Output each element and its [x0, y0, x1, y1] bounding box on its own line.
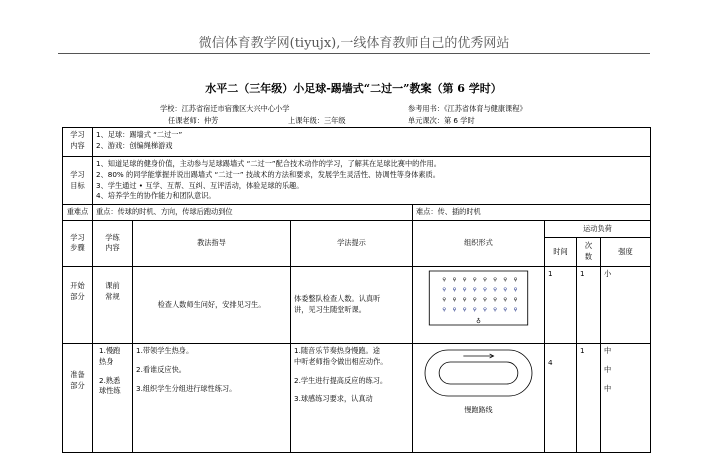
content-line: 1、足球：踢墙式 “二过一”	[96, 130, 183, 139]
student-marker: ♀	[503, 297, 508, 303]
key-point-text: 重点：传球的时机、方向，传球后跑动到位	[93, 205, 413, 221]
student-marker: ♀	[472, 277, 477, 283]
content-cell: 1.慢跑 热身 2.熟悉 球性练	[93, 343, 133, 452]
col-content-header: 学练 内容	[93, 220, 133, 266]
key-points-row	[63, 205, 651, 221]
student-marker: ♀	[482, 307, 487, 313]
student-marker: ♀	[442, 277, 447, 283]
step-cell: 开始 部分	[63, 266, 93, 343]
table-row	[63, 266, 651, 343]
formation-cell	[413, 343, 545, 452]
formation-cell	[413, 266, 545, 343]
student-marker: ♀	[482, 287, 487, 293]
student-marker: ♀	[472, 287, 477, 293]
student-marker: ♀	[493, 287, 498, 293]
student-marker: ♀	[482, 277, 487, 283]
header-divider	[58, 53, 650, 54]
student-marker: ♀	[493, 297, 498, 303]
col-guidance-header: 教法指导	[133, 220, 291, 266]
content-line: 2、游戏：创编绳梯游戏	[96, 140, 173, 150]
teacher-marker: ♁	[476, 318, 481, 325]
method-cell: 体委整队检查人数。认真听 讲，见习生随堂听课。	[291, 266, 413, 343]
goal-line: 2、80% 的同学能掌握并说出踢墙式 “二过一” 技战术的方法和要求，发展学生灵活性、协调性等身体素质。	[96, 169, 440, 179]
col-load-header: 运动负荷	[545, 220, 651, 237]
col-time-header: 时间	[545, 237, 577, 266]
lesson-plan-table	[62, 127, 651, 453]
count-cell: 1	[577, 266, 601, 343]
site-header: 微信体育教学网(tiyujx),一线体育教师自己的优秀网站	[198, 36, 510, 51]
goal-line: 4、培养学生的协作能力和团队意识。	[96, 191, 216, 201]
student-marker: ♀	[503, 287, 508, 293]
meta-teacher: 任课老师：仲芳	[168, 116, 219, 125]
goal-line: 1、知道足球的健身价值，主动参与足球踢墙式 “二过一”配合技术动作的学习，了解其在足球比赛中的作用。	[96, 159, 441, 168]
formation-diagram	[425, 269, 532, 327]
student-marker: ♀	[513, 297, 518, 303]
time-cell: 1	[545, 266, 577, 343]
meta-reference: 参考用书：《江苏省体育与健康课程》	[408, 104, 527, 113]
step-cell: 准备 部分	[63, 343, 93, 452]
meta-grade: 上课年级：三年级	[288, 116, 346, 125]
student-marker: ♀	[462, 297, 467, 303]
goals-label: 学习 目标	[63, 157, 93, 205]
lesson-title: 水平二（三年级）小足球-踢墙式“二过一”教案（第 6 学时）	[205, 82, 502, 95]
intensity-cell: 小	[601, 266, 651, 343]
student-marker: ♀	[442, 287, 447, 293]
guidance-cell: 检查人数师生问好，安排见习生。	[133, 266, 291, 343]
content-text	[93, 128, 651, 157]
student-marker: ♀	[462, 307, 467, 313]
goals-row	[63, 157, 651, 205]
student-marker: ♀	[482, 297, 487, 303]
time-cell: 4	[545, 343, 577, 452]
student-marker: ♀	[472, 297, 477, 303]
col-intensity-header: 强度	[601, 237, 651, 266]
student-marker: ♀	[503, 277, 508, 283]
student-marker: ♀	[452, 297, 457, 303]
content-cell: 课前 常规	[93, 266, 133, 343]
student-marker: ♀	[503, 307, 508, 313]
student-marker: ♀	[513, 287, 518, 293]
goals-text	[93, 157, 651, 205]
student-marker: ♀	[513, 307, 518, 313]
column-header-row	[63, 220, 651, 237]
key-points-label: 重难点	[63, 205, 93, 221]
student-marker: ♀	[452, 287, 457, 293]
student-marker: ♀	[442, 297, 447, 303]
student-marker: ♀	[493, 277, 498, 283]
table-row	[63, 343, 651, 452]
meta-unit: 单元课次：第 6 学时	[408, 116, 475, 125]
difficult-point-text: 难点：传、插的时机	[413, 205, 651, 221]
content-label: 学习 内容	[63, 128, 93, 157]
student-marker: ♀	[513, 277, 518, 283]
col-step-header: 学习 步骤	[63, 220, 93, 266]
col-method-header: 学法提示	[291, 220, 413, 266]
student-marker: ♀	[452, 307, 457, 313]
outer-track	[425, 350, 532, 396]
student-formation	[442, 277, 517, 325]
col-count-header: 次 数	[577, 237, 601, 266]
inner-track	[439, 362, 518, 384]
student-marker: ♀	[462, 277, 467, 283]
content-row	[63, 128, 651, 157]
route-caption: 慢跑路线	[464, 405, 493, 414]
student-marker: ♀	[493, 307, 498, 313]
student-marker: ♀	[472, 307, 477, 313]
jogging-route-diagram	[423, 348, 534, 418]
student-marker: ♀	[462, 287, 467, 293]
col-formation-header: 组织形式	[413, 220, 545, 266]
student-marker: ♀	[452, 277, 457, 283]
meta-school: 学校：江苏省宿迁市宿豫区大兴中心小学	[160, 104, 290, 113]
guidance-cell: 1.带领学生热身。 2.看谁反应快。 3.组织学生分组进行球性练习。	[133, 343, 291, 452]
goal-line: 3、学生通过 • 互学、互帮、互纠、互评活动，体验足球的乐趣。	[96, 180, 304, 190]
intensity-cell: 中 中 中	[601, 343, 651, 452]
method-cell: 1.随音乐节奏热身慢跑。途 中听老师指令做出相应动作。 2.学生进行提高反应的练习。 3.球感练习要求，认真动	[291, 343, 413, 452]
student-marker: ♀	[442, 307, 447, 313]
count-cell: 1	[577, 343, 601, 452]
